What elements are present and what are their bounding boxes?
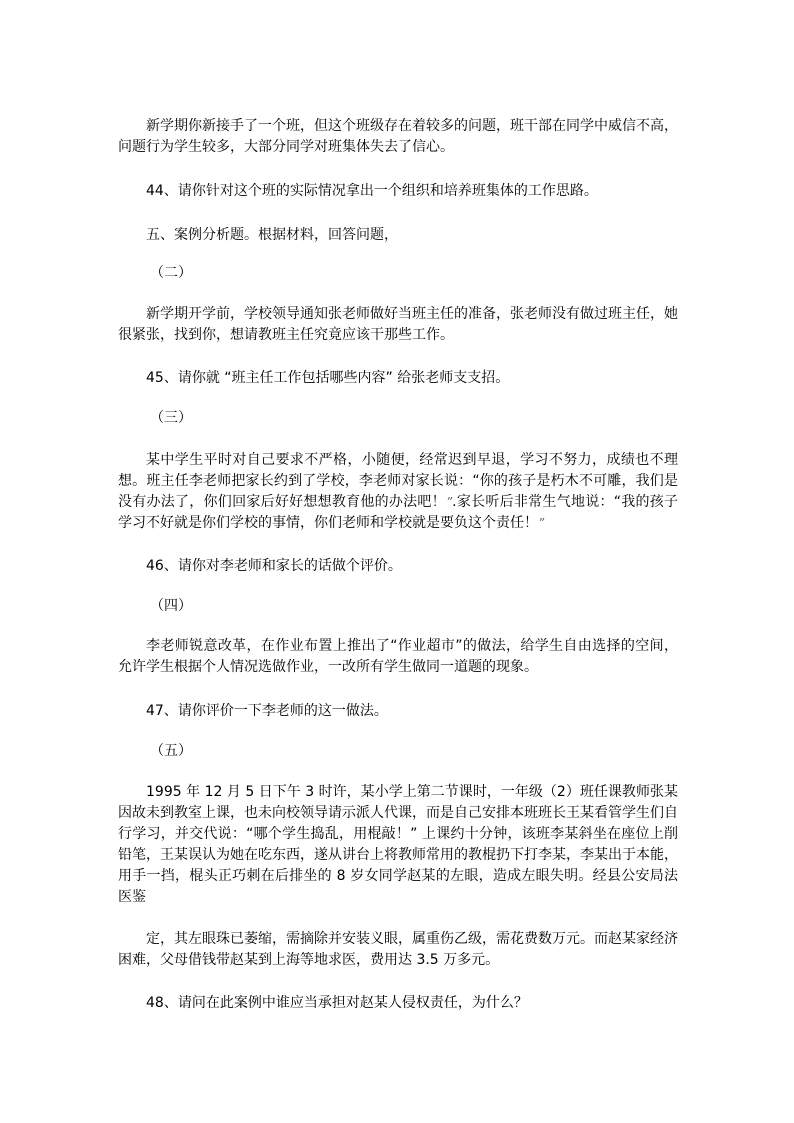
paragraph-li-teacher-part1: 某中学生平时对自己要求不严格，小随便，经常迟到早退，学习不努力，成绩也不理想。班主任李老师把家长约到了学校，李老师对家长说：“你的孩子是朽木不可雕，我们是没有办法了，你们回家后好好想想教育他的办法吧！ <box>118 452 678 510</box>
paragraph-class-problem: 新学期你新接手了一个班，但这个班级存在着较多的问题，班干部在同学中威信不高，问题行为学生较多，大部分同学对班集体失去了信心。 <box>118 118 678 155</box>
section-five-heading: 五、案例分析题。根据材料，回答问题， <box>146 227 398 243</box>
paragraph-case-1995: 1995 年 12 月 5 日下午 3 时许，某小学上第二节课时，一年级（2）班任课教师张某因故未到教室上课，也未向校领导请示派人代课，而是自己安排本班班长王某看管学生们自行学习，并交代说：“哪个学生捣乱，用棍敲！” 上课约十分钟，该班李某斜坐在座位上削铅笔，王某误认为她在吃东西，遂从讲台上将教师常用的教棍扔下打李某，李某出于本能，用手一挡，棍头正巧刺在后排坐的 8 岁女同学赵某的左眼，造成左眼失明。经县公安局法医鉴 <box>118 784 678 905</box>
paragraph-li-teacher-parent <box>118 450 678 534</box>
question-46: 46、请你对李老师和家长的话做个评价。 <box>146 558 402 574</box>
subsection-two-label: （二） <box>150 265 192 281</box>
subsection-five-label: （五） <box>150 743 192 759</box>
question-45: 45、请你就 “班主任工作包括哪些内容” 给张老师支支招。 <box>146 370 510 386</box>
paragraph-zhang-teacher: 新学期开学前，学校领导通知张老师做好当班主任的准备，张老师没有做过班主任，她很紧张，找到你，想请教班主任究竟应该干那些工作。 <box>118 306 678 343</box>
question-47: 47、请你评价一下李老师的这一做法。 <box>146 703 388 719</box>
subsection-three-label: （三） <box>150 410 192 426</box>
question-48: 48、请问在此案例中谁应当承担对赵某人侵权责任，为什么？ <box>146 995 528 1011</box>
paragraph-case-continued: 定，其左眼珠已萎缩，需摘除并安装义眼，属重伤乙级，需花费数万元。而赵某家经济困难，父母借钱带赵某到上海等地求医，费用达 3.5 万多元。 <box>118 931 678 968</box>
paragraph-li-teacher-part2: .家长听后非常生气地说：“我的孩子学习不好就是你们学校的事情，你们老师和学校就是要负这个责任！ <box>118 494 679 531</box>
garbled-quote-mark: ” <box>445 495 453 509</box>
garbled-quote-mark: ” <box>538 516 545 530</box>
question-44: 44、请你针对这个班的实际情况拿出一个组织和培养班集体的工作思路。 <box>146 183 598 199</box>
paragraph-homework-supermarket: 李老师锐意改革，在作业布置上推出了“作业超市”的做法，给学生自由选择的空间，允许学生根据个人情况选做作业，一改所有学生做同一道题的现象。 <box>118 638 678 675</box>
subsection-four-label: （四） <box>150 598 192 614</box>
